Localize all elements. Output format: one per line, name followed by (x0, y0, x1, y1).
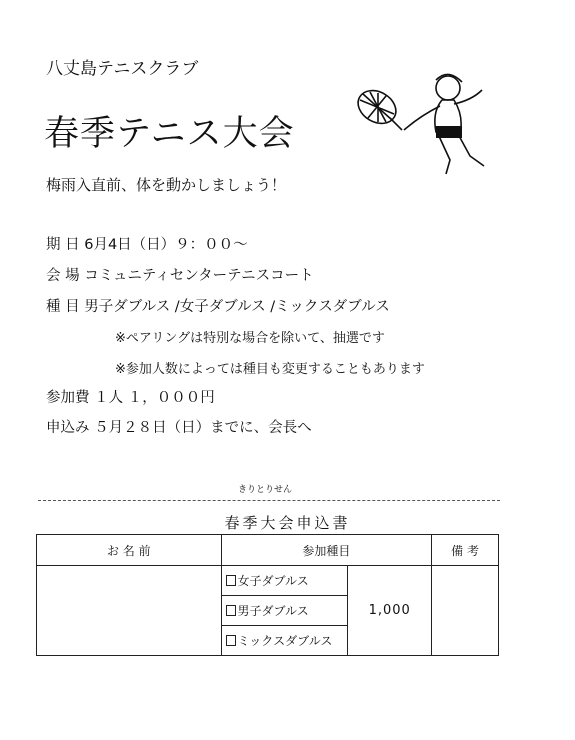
option-label: 男子ダブルス (237, 604, 309, 618)
checkbox-icon[interactable] (226, 635, 236, 646)
note-pairing: ※ペアリングは特別な場合を除いて、抽選です (115, 331, 385, 346)
entry-fee: 参加費 １人 １，０００円 (46, 390, 215, 406)
cut-line-label: きりとりせん (238, 485, 293, 495)
option-label: ミックスダブルス (237, 634, 333, 648)
col-event-header: 参加種目 (221, 535, 432, 566)
remarks-field[interactable] (432, 566, 499, 656)
form-row (37, 566, 499, 596)
page-title: 春季テニス大会 (44, 114, 295, 154)
option-label: 女子ダブルス (237, 574, 309, 588)
application-form (36, 534, 499, 656)
checkbox-icon[interactable] (226, 575, 236, 586)
option-womens-doubles[interactable] (221, 566, 348, 596)
event-venue: 会 場 コミュニティセンターテニスコート (46, 268, 314, 284)
name-field[interactable] (37, 566, 222, 656)
note-change: ※参加人数によっては種目も変更することもあります (115, 362, 425, 377)
club-name: 八丈島テニスクラブ (46, 59, 199, 79)
form-header-row (37, 535, 499, 566)
col-name-header: お 名 前 (37, 535, 222, 566)
entry-price: 1,000 (348, 566, 432, 656)
option-mens-doubles[interactable] (221, 596, 348, 626)
application-deadline: 申込み ５月２８日（日）までに、会長へ (46, 420, 312, 436)
event-date: 期 日 6月4日（日）９：００～ (46, 237, 248, 253)
event-categories: 種 目 男子ダブルス /女子ダブルス /ミックスダブルス (46, 299, 390, 315)
checkbox-icon[interactable] (226, 605, 236, 616)
col-remarks-header: 備 考 (432, 535, 499, 566)
tennis-player-icon (350, 60, 500, 180)
option-mixed-doubles[interactable] (221, 626, 348, 656)
cut-line (38, 500, 500, 501)
slogan: 梅雨入直前、体を動かしましょう！ (46, 176, 287, 194)
form-title: 春季大会申込書 (224, 514, 351, 532)
